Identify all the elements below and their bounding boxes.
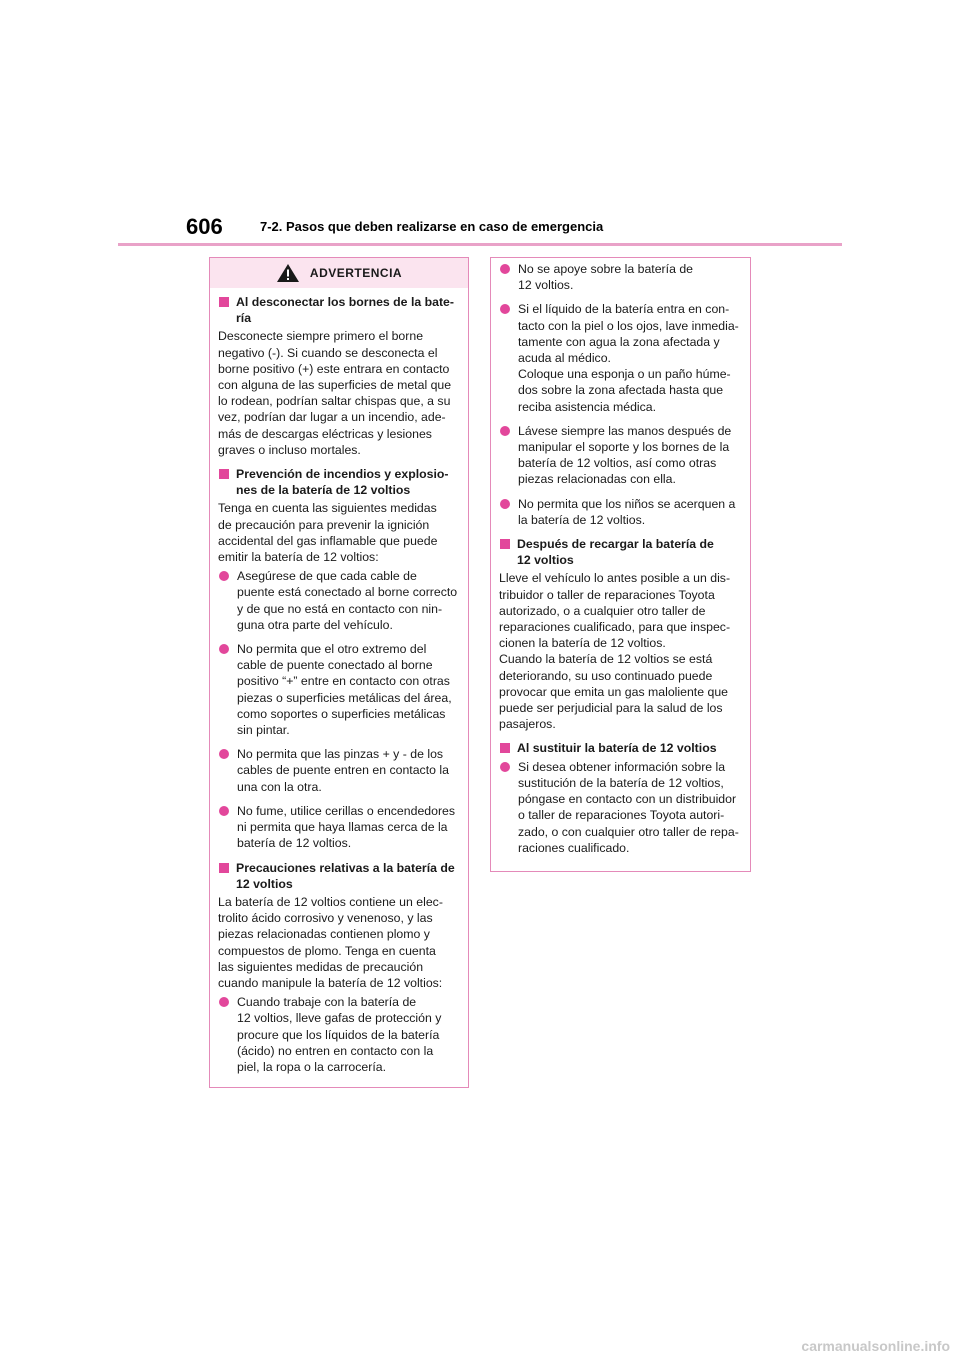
bullet-text: Asegúrese de que cada cable de puente está conectado al borne correcto y de que no está en contacto con nin- guna otra parte del vehículo.	[237, 569, 458, 632]
square-bullet-icon	[219, 297, 229, 307]
warning-box-right	[490, 257, 751, 872]
right-column-content	[491, 258, 750, 856]
bullet-text: No permita que el otro extremo del cable de puente conectado al borne positivo “+” entre en contacto con otras piezas o superficies metálicas del área, como soportes o superficies metálicas sin pintar.	[237, 642, 452, 738]
footer-watermark: carmanualsonline.info	[801, 1338, 950, 1354]
paragraph	[218, 500, 459, 565]
bullet-text: No se apoye sobre la batería de 12 voltios.	[518, 262, 694, 293]
bullet-item	[499, 496, 741, 528]
bullet-item	[218, 746, 459, 795]
bullet-text: Lávese siempre las manos después de manipular el soporte y los bornes de la batería de 12 voltios, así como otras piezas relacionadas con ella.	[518, 423, 732, 487]
warning-box-left	[209, 257, 469, 1088]
square-bullet-icon	[500, 539, 510, 549]
bullet-text: Si desea obtener información sobre la sustitución de la batería de 12 voltios, póngase en contacto con un distribuidor o taller de reparaciones Toyota autori- zado, o con cualquier otro taller de repa- raciones cualificado.	[518, 759, 739, 855]
circle-bullet-icon	[500, 264, 510, 274]
bullet-item	[499, 261, 741, 293]
page-number: 606	[186, 214, 223, 239]
heading-text: Al desconectar los bornes de la bate- ría	[236, 295, 454, 326]
warning-header	[210, 258, 468, 288]
heading-text: Precauciones relativas a la batería de 12 voltios	[236, 860, 455, 891]
paragraph	[499, 570, 741, 732]
square-bullet-icon	[219, 469, 229, 479]
bullet-text: No fume, utilice cerillas o encendedores ni permita que haya llamas cerca de la batería de 12 voltios.	[237, 803, 456, 851]
bullet-text: Si el líquido de la batería entra en con- tacto con la piel o los ojos, lave inmedia- tamente con agua la zona afectada y acuda al médico. Coloque una esponja o un paño húme- dos sobre la zona afectada hasta que reciba asistencia médica.	[518, 302, 739, 414]
paragraph	[218, 328, 459, 458]
bullet-text: No permita que los niños se acerquen a la batería de 12 voltios.	[518, 496, 736, 527]
paragraph-text: Desconecte siempre primero el borne negativo (-). Si cuando se desconecta el borne positivo (+) este entrara en contacto con alguna de las superficies de metal que lo rodean, podrían saltar chispas que, a su vez, podrían dar lugar a un incendio, ade- más de descargas eléctricas y lesiones graves o incluso mortales.	[218, 329, 452, 457]
heading-text: Después de recargar la batería de 12 voltios	[517, 537, 714, 568]
circle-bullet-icon	[500, 426, 510, 436]
circle-bullet-icon	[500, 499, 510, 509]
section-heading	[218, 294, 459, 326]
circle-bullet-icon	[500, 304, 510, 314]
bullet-item	[218, 641, 459, 738]
bullet-text: Cuando trabaje con la batería de 12 voltios, lleve gafas de protección y procure que los líquidos de la batería (ácido) no entren en contacto con la piel, la ropa o la carrocería.	[237, 995, 442, 1074]
circle-bullet-icon	[500, 762, 510, 772]
square-bullet-icon	[500, 743, 510, 753]
square-bullet-icon	[219, 863, 229, 873]
circle-bullet-icon	[219, 997, 229, 1007]
section-heading	[218, 860, 459, 892]
left-column-content	[210, 288, 468, 1075]
section-title: 7-2. Pasos que deben realizarse en caso de emergencia	[260, 219, 604, 234]
section-heading	[218, 466, 459, 498]
bullet-item	[218, 994, 459, 1075]
circle-bullet-icon	[219, 806, 229, 816]
circle-bullet-icon	[219, 644, 229, 654]
warning-triangle-icon	[276, 263, 300, 283]
heading-text: Prevención de incendios y explosio- nes de la batería de 12 voltios	[236, 467, 449, 498]
paragraph-text: Lleve el vehículo lo antes posible a un dis- tribuidor o taller de reparaciones Toyota autorizado, o a cualquier otro taller de reparaciones cualificado, para que inspec- cionen la batería de 12 voltios. Cuando la batería de 12 voltios se está deteriorando, su uso continuado puede provocar que emita un gas maloliente que puede ser perjudicial para la salud de los pasajeros.	[499, 571, 731, 732]
section-heading	[499, 536, 741, 568]
circle-bullet-icon	[219, 571, 229, 581]
heading-text: Al sustituir la batería de 12 voltios	[517, 741, 717, 756]
bullet-item	[499, 759, 741, 856]
paragraph	[218, 894, 459, 991]
bullet-item	[499, 423, 741, 488]
header-rule	[118, 243, 842, 246]
paragraph-text: Tenga en cuenta las siguientes medidas de precaución para prevenir la ignición accidental del gas inflamable que puede emitir la batería de 12 voltios:	[218, 501, 438, 565]
bullet-text: No permita que las pinzas + y - de los cables de puente entren en contacto la una con la otra.	[237, 747, 449, 794]
circle-bullet-icon	[219, 749, 229, 759]
section-heading	[499, 740, 741, 756]
paragraph-text: La batería de 12 voltios contiene un elec- trolito ácido corrosivo y venenoso, y las piezas relacionadas contienen plomo y compuestos de plomo. Tenga en cuenta las siguientes medidas de precaución cuando manipule la batería de 12 voltios:	[218, 894, 443, 990]
bullet-item	[218, 803, 459, 852]
bullet-item	[218, 568, 459, 633]
warning-label: ADVERTENCIA	[309, 266, 403, 280]
bullet-item	[499, 301, 741, 414]
